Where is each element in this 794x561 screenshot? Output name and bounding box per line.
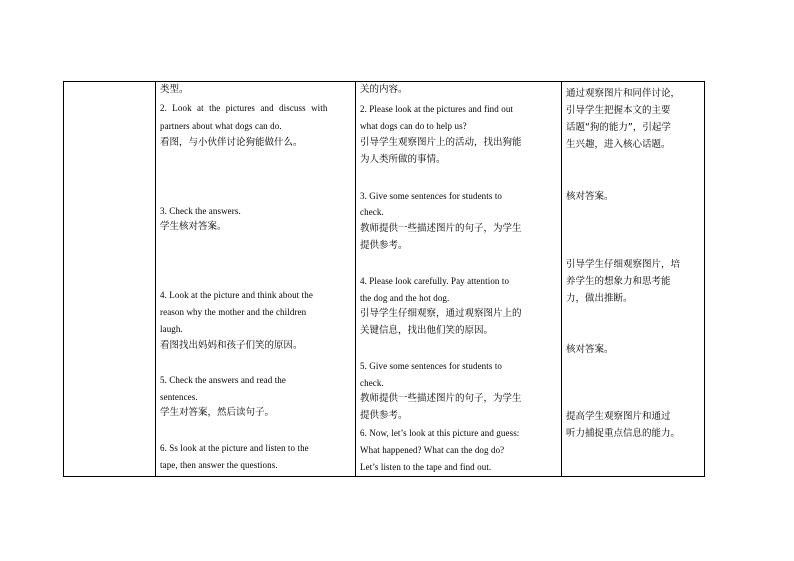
table-column-divider (561, 81, 562, 476)
text-line: 看图，与小伙伴讨论狗能做什么。 (160, 137, 303, 148)
table-border-right (704, 81, 705, 476)
text-line: Let’s listen to the tape and find out. (360, 462, 492, 472)
text-line: 引导学生把握本文的主要 (566, 105, 671, 116)
text-line: 4. Look at the picture and think about the (160, 290, 313, 300)
text-line: 5. Give some sentences for students to (360, 361, 503, 371)
table-border-top (63, 81, 705, 82)
text-line: the dog and the hot dog. (360, 293, 450, 303)
text-line: 听力捕捉重点信息的能力。 (566, 428, 681, 439)
text-line: 3. Give some sentences for students to (360, 191, 503, 201)
text-line: 话题“狗的能力”，引起学 (566, 122, 671, 133)
table-column-divider (155, 81, 156, 476)
text-line: What happened? What can the dog do? (360, 445, 505, 455)
text-line: 引导学生仔细观察图片，培 (566, 259, 681, 270)
text-line: 力，做出推断。 (566, 293, 633, 304)
text-line: 生兴趣，进入核心话题。 (566, 139, 671, 150)
text-line: 学生对答案，然后读句子。 (160, 407, 275, 418)
table-border-bottom (63, 476, 705, 477)
text-line: partners about what dogs can do. (160, 121, 282, 131)
text-line: 2. Look at the pictures and discuss with (160, 103, 328, 113)
table-cell-stage (64, 82, 155, 476)
text-line: 核对答案。 (566, 191, 614, 202)
text-line: 提供参考。 (360, 410, 408, 421)
text-line: reason why the mother and the children (160, 307, 307, 317)
text-line: sentences. (160, 392, 198, 402)
text-line: 6. Ss look at the picture and listen to the (160, 443, 309, 453)
text-line: 提供参考。 (360, 240, 408, 251)
text-line: 通过观察图片和同伴讨论， (566, 88, 681, 99)
text-line: check. (360, 378, 384, 388)
text-line: 提高学生观察图片和通过 (566, 411, 671, 422)
text-line: 5. Check the answers and read the (160, 375, 287, 385)
text-line: what dogs can do to help us? (360, 121, 467, 131)
text-line: laugh. (160, 324, 183, 334)
text-line: 类型。 (160, 84, 189, 95)
text-line: 3. Check the answers. (160, 206, 241, 216)
text-line: 引导学生观察图片上的活动，找出狗能 (360, 137, 522, 148)
text-line: 引导学生仔细观察，通过观察图片上的 (360, 308, 522, 319)
text-line: 学生核对答案。 (160, 221, 227, 232)
table-column-divider (355, 81, 356, 476)
text-line: tape, then answer the questions. (160, 460, 278, 470)
text-line: 4. Please look carefully. Pay attention to (360, 276, 510, 286)
text-line: 关键信息，找出他们笑的原因。 (360, 325, 494, 336)
text-line: 教师提供一些描述图片的句子，为学生 (360, 393, 522, 404)
text-line: 教师提供一些描述图片的句子，为学生 (360, 223, 522, 234)
text-line: 6. Now, let’s look at this picture and guess: (360, 428, 520, 438)
text-line: 看图找出妈妈和孩子们笑的原因。 (160, 340, 303, 351)
text-line: 关的内容。 (360, 84, 408, 95)
text-line: 2. Please look at the pictures and find out (360, 104, 514, 114)
text-line: check. (360, 207, 384, 217)
text-line: 养学生的想象力和思考能 (566, 276, 671, 287)
text-line: 为人类所做的事情。 (360, 154, 446, 165)
text-line: 核对答案。 (566, 344, 614, 355)
